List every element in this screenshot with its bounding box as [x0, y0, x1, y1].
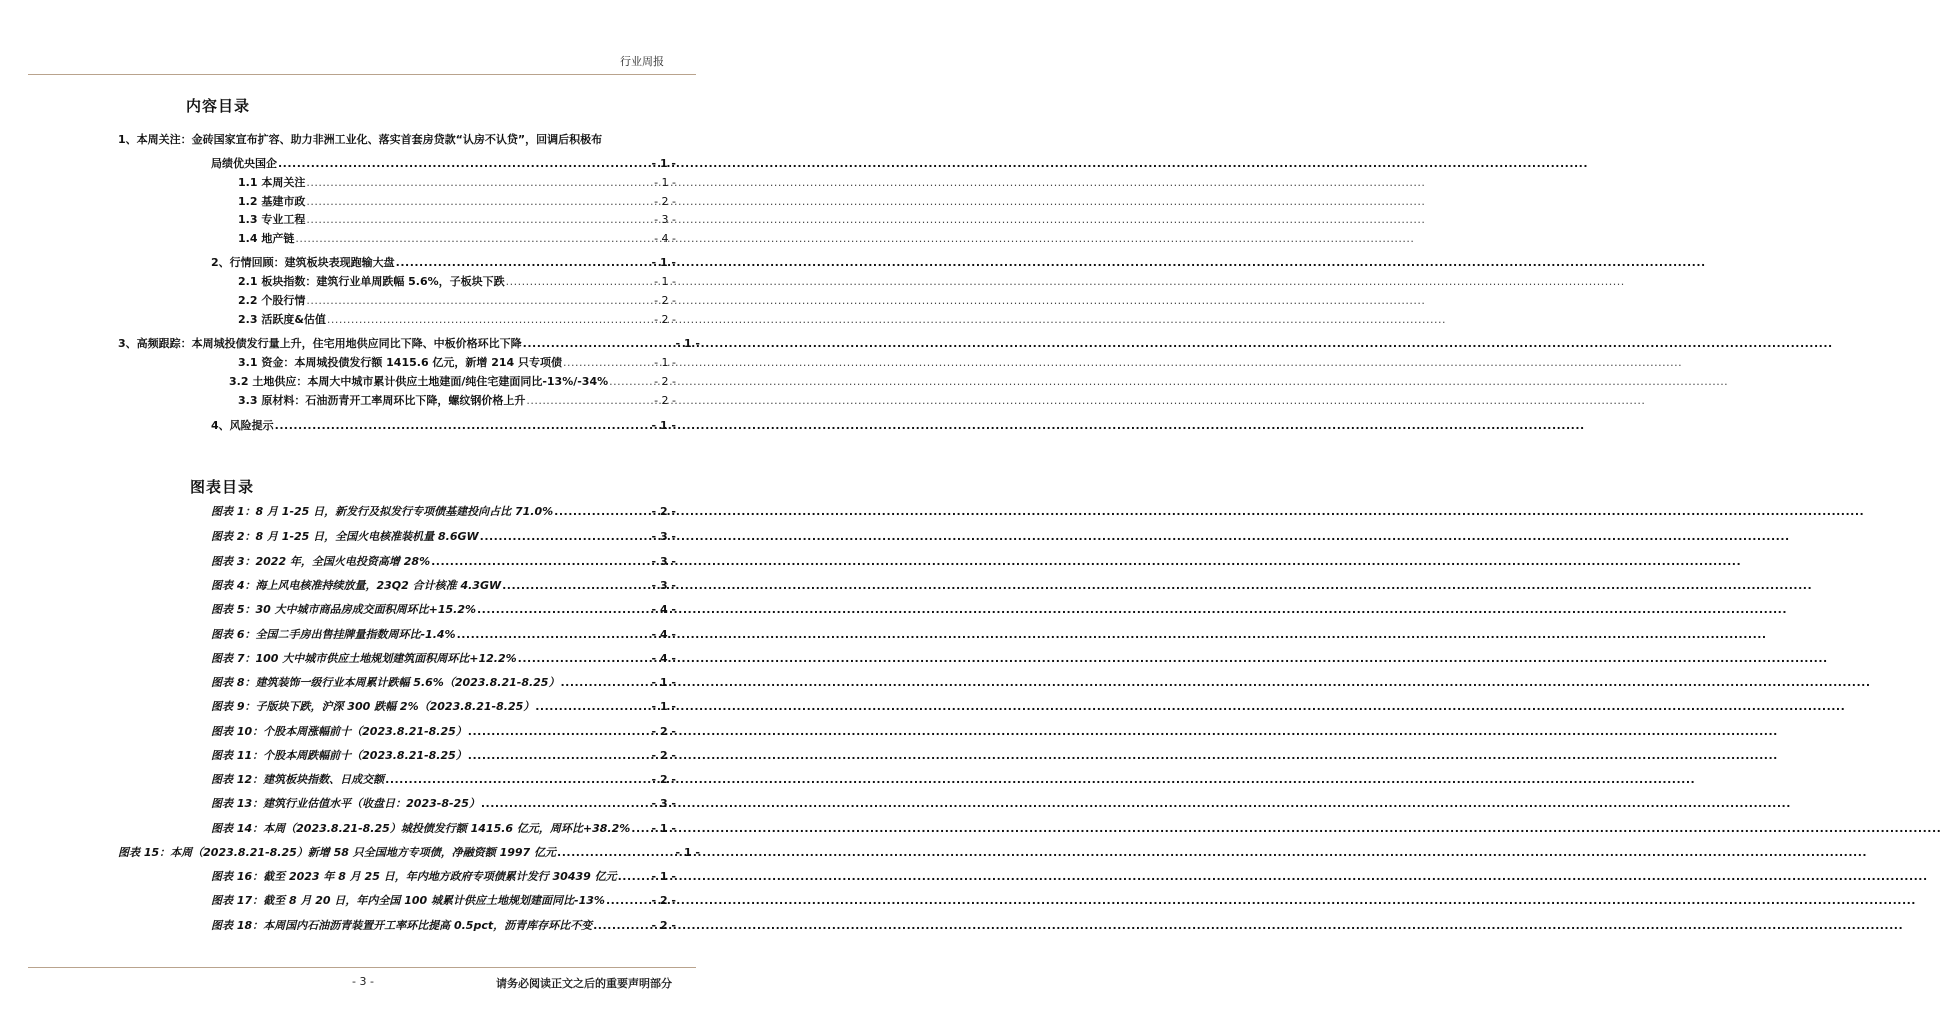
dot-leader — [278, 157, 651, 171]
figure-entry-page: - 1 - — [651, 870, 676, 883]
toc-entry[interactable] — [118, 337, 700, 351]
figure-entry-page: - 2 - — [651, 725, 676, 738]
figure-entry-text: 图表 17：截至 8 月 20 日，年内全国 100 城累计供应土地规划建面同比-13% — [211, 894, 605, 907]
dot-leader — [535, 700, 650, 714]
figure-entry-page: - 1 - — [675, 846, 700, 859]
figure-entry-text: 图表 4：海上风电核准持续放量，23Q2 合计核准 4.3GW — [211, 579, 502, 592]
figure-entry-page: - 3 - — [651, 579, 676, 592]
toc-entry-1-line1[interactable]: 1、本周关注：金砖国家宣布扩容、助力非洲工业化、落实首套房贷款“认房不认贷”，回调后积极布 — [118, 133, 603, 146]
figure-entry[interactable] — [211, 894, 676, 908]
toc-entry-text: 3、高频跟踪：本周城投债发行量上升，住宅用地供应同比下降、中板价格环比下降 — [118, 337, 522, 350]
toc-entry-page: - 1 - — [654, 275, 676, 288]
footer-divider — [28, 967, 696, 968]
toc-entry-page: - 2 - — [654, 313, 676, 326]
figure-entry[interactable] — [211, 797, 676, 811]
figure-entry-page: - 4 - — [651, 603, 676, 616]
figure-entry-page: - 3 - — [651, 797, 676, 810]
dot-leader — [477, 603, 651, 617]
toc-entry-page: - 1 - — [651, 419, 676, 432]
toc-entry-page: - 2 - — [654, 195, 676, 208]
dot-leader — [554, 505, 650, 519]
toc-entry-text: 1.3 专业工程 — [238, 213, 306, 226]
dot-leader — [560, 676, 650, 690]
figure-entry-page: - 2 - — [651, 505, 676, 518]
toc-entry-page: - 2 - — [654, 294, 676, 307]
figure-entry[interactable] — [211, 505, 676, 519]
toc-entry[interactable] — [238, 275, 676, 289]
toc-entry-text: 局绩优央国企 — [211, 157, 277, 170]
toc-entry-text: 2.1 板块指数：建筑行业单周跌幅 5.6%，子板块下跌 — [238, 275, 505, 288]
dot-leader — [385, 773, 650, 787]
toc-entry-text: 2.2 个股行情 — [238, 294, 306, 307]
figure-entry[interactable] — [211, 870, 676, 884]
dot-leader — [502, 579, 650, 593]
toc-entry-page: - 1 - — [654, 176, 676, 189]
figure-entry[interactable] — [118, 846, 700, 860]
toc-entry[interactable] — [238, 232, 676, 246]
figure-entry[interactable] — [211, 628, 676, 642]
dot-leader — [468, 749, 651, 763]
figure-entry-page: - 1 - — [651, 700, 676, 713]
figure-entry[interactable] — [211, 579, 676, 593]
dot-leader — [631, 822, 650, 836]
toc-entry[interactable] — [211, 256, 676, 270]
figure-entry-text: 图表 6：全国二手房出售挂牌量指数周环比-1.4% — [211, 628, 456, 641]
dot-leader — [563, 356, 653, 370]
figure-entry-page: - 2 - — [651, 919, 676, 932]
toc-entry[interactable] — [238, 356, 676, 370]
figure-entry[interactable] — [211, 773, 676, 787]
figure-entry[interactable] — [211, 749, 676, 763]
toc-entry[interactable] — [238, 195, 676, 209]
toc-entry-text: 2、行情回顾：建筑板块表现跑输大盘 — [211, 256, 395, 269]
toc-entry[interactable] — [238, 313, 676, 327]
figure-entry-page: - 4 - — [651, 652, 676, 665]
figure-entry-text: 图表 9：子版块下跌，沪深 300 跌幅 2%（2023.8.21-8.25） — [211, 700, 535, 713]
dot-leader — [306, 213, 653, 227]
figure-entry-page: - 1 - — [651, 676, 676, 689]
dot-leader — [431, 555, 650, 569]
dot-leader — [327, 313, 653, 327]
figure-entry-text: 图表 8：建筑装饰一级行业本周累计跌幅 5.6%（2023.8.21-8.25） — [211, 676, 560, 689]
dot-leader — [275, 419, 651, 433]
figures-title: 图表目录 — [190, 478, 255, 496]
dot-leader — [468, 725, 651, 739]
figure-entry-text: 图表 11：个股本周跌幅前十（2023.8.21-8.25） — [211, 749, 467, 762]
dot-leader — [457, 628, 651, 642]
figure-entry-page: - 2 - — [651, 773, 676, 786]
toc-entry-page: - 2 - — [654, 394, 676, 407]
toc-entry-text: 1.4 地产链 — [238, 232, 295, 245]
figure-entry-page: - 2 - — [651, 749, 676, 762]
toc-entry-text: 3.3 原材料：石油沥青开工率周环比下降，螺纹钢价格上升 — [238, 394, 526, 407]
figure-entry-text: 图表 7：100 大中城市供应土地规划建筑面积周环比+12.2% — [211, 652, 517, 665]
toc-entry-page: - 1 - — [651, 157, 676, 170]
dot-leader — [480, 530, 651, 544]
toc-entry-page: - 1 - — [651, 256, 676, 269]
toc-entry-text: 1.1 本周关注 — [238, 176, 306, 189]
figure-entry[interactable] — [211, 822, 676, 836]
toc-entry-text: 2.3 活跃度&估值 — [238, 313, 326, 326]
header-divider — [28, 74, 696, 75]
toc-entry-page: - 3 - — [654, 213, 676, 226]
toc-entry-text: 1.2 基建市政 — [238, 195, 306, 208]
dot-leader — [526, 394, 653, 408]
dot-leader — [618, 870, 651, 884]
toc-entry-page: - 2 - — [654, 375, 676, 388]
dot-leader — [523, 337, 675, 351]
figure-entry[interactable] — [211, 530, 676, 544]
toc-entry-page: - 4 - — [654, 232, 676, 245]
figure-entry-text: 图表 18：本周国内石油沥青装置开工率环比提高 0.5pct，沥青库存环比不变 — [211, 919, 593, 932]
footer-disclaimer: 请务必阅读正文之后的重要声明部分 — [496, 977, 672, 990]
header-title: 行业周报 — [620, 55, 664, 68]
toc-entry-page: - 1 - — [654, 356, 676, 369]
toc-entry[interactable] — [238, 294, 676, 308]
figure-entry[interactable] — [211, 919, 676, 933]
figure-entry-text: 图表 3：2022 年，全国火电投资高增 28% — [211, 555, 431, 568]
toc-entry[interactable] — [238, 394, 676, 408]
dot-leader — [518, 652, 651, 666]
dot-leader — [396, 256, 651, 270]
page-number: - 3 - — [352, 975, 374, 988]
figure-entry[interactable] — [211, 652, 676, 666]
dot-leader — [606, 894, 651, 908]
figure-entry-page: - 1 - — [651, 822, 676, 835]
figure-entry-text: 图表 5：30 大中城市商品房成交面积周环比+15.2% — [211, 603, 476, 616]
figure-entry-text: 图表 14：本周（2023.8.21-8.25）城投债发行额 1415.6 亿元，周环比+38.2% — [211, 822, 631, 835]
dot-leader — [295, 232, 653, 246]
toc-entry-text: 4、风险提示 — [211, 419, 274, 432]
figure-entry-text: 图表 1：8 月 1-25 日，新发行及拟发行专项债基建投向占比 71.0% — [211, 505, 554, 518]
dot-leader — [481, 797, 651, 811]
toc-entry[interactable] — [238, 176, 676, 190]
figure-entry-page: - 4 - — [651, 628, 676, 641]
dot-leader — [506, 275, 653, 289]
figure-entry[interactable] — [211, 725, 676, 739]
dot-leader — [306, 294, 653, 308]
dot-leader — [609, 375, 653, 389]
figure-entry-page: - 3 - — [651, 530, 676, 543]
figure-entry-text: 图表 2：8 月 1-25 日，全国火电核准装机量 8.6GW — [211, 530, 479, 543]
figure-entry-text: 图表 15：本周（2023.8.21-8.25）新增 58 只全国地方专项债，净融资额 1997 亿元 — [118, 846, 557, 859]
figure-entry-page: - 2 - — [651, 894, 676, 907]
toc-entry[interactable] — [229, 375, 676, 389]
toc-entry-text: 3.1 资金：本周城投债发行额 1415.6 亿元，新增 214 只专项债 — [238, 356, 563, 369]
toc-entry[interactable] — [211, 419, 676, 433]
figure-entry[interactable] — [211, 676, 676, 690]
dot-leader — [306, 195, 653, 209]
toc-title: 内容目录 — [186, 97, 251, 115]
toc-entry[interactable] — [238, 213, 676, 227]
toc-entry[interactable] — [211, 157, 676, 171]
figure-entry-text: 图表 13：建筑行业估值水平（收盘日：2023-8-25） — [211, 797, 480, 810]
figure-entry-text: 图表 16：截至 2023 年 8 月 25 日，年内地方政府专项债累计发行 30439 亿元 — [211, 870, 617, 883]
dot-leader — [593, 919, 650, 933]
figure-entry-page: - 3 - — [651, 555, 676, 568]
toc-entry-page: - 1 - — [675, 337, 700, 350]
figure-entry[interactable] — [211, 555, 676, 569]
toc-entry-text: 3.2 土地供应：本周大中城市累计供应土地建面/纯住宅建面同比-13%/-34% — [229, 375, 609, 388]
figure-entry-text: 图表 12：建筑板块指数、日成交额 — [211, 773, 385, 786]
figure-entry[interactable] — [211, 700, 676, 714]
dot-leader — [557, 846, 675, 860]
figure-entry-text: 图表 10：个股本周涨幅前十（2023.8.21-8.25） — [211, 725, 467, 738]
dot-leader — [306, 176, 653, 190]
figure-entry[interactable] — [211, 603, 676, 617]
